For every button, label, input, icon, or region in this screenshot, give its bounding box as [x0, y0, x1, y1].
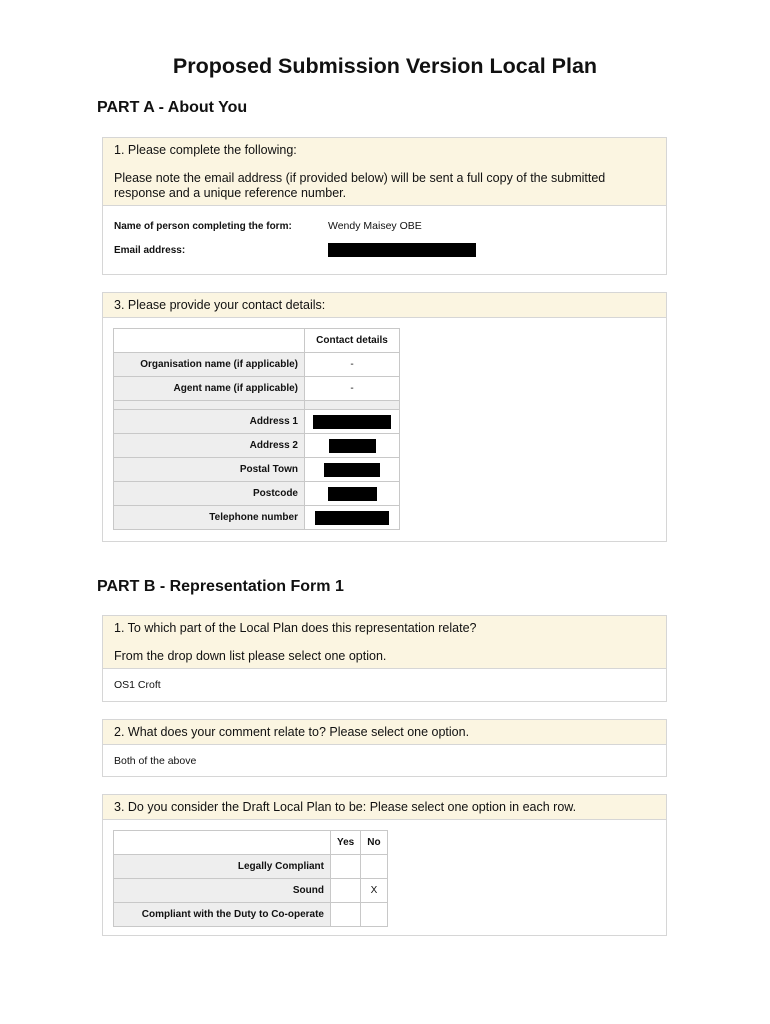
no-cell: X — [361, 879, 387, 903]
contact-details-table — [113, 328, 400, 530]
table-header-row — [114, 831, 388, 855]
email-label: Email address: — [114, 244, 186, 256]
table-row — [114, 434, 400, 458]
row-label: Legally Compliant — [114, 855, 331, 879]
part-a-question-1 — [102, 137, 667, 275]
question-text: 3. Please provide your contact details: — [114, 298, 326, 312]
table-row — [114, 410, 400, 434]
row-label: Organisation name (if applicable) — [114, 353, 305, 377]
yes-header: Yes — [331, 831, 361, 855]
table-header-row — [114, 329, 400, 353]
question-body — [103, 206, 666, 270]
row-label: Sound — [114, 879, 331, 903]
row-label: Agent name (if applicable) — [114, 377, 305, 401]
yes-cell — [331, 879, 361, 903]
table-row — [114, 458, 400, 482]
answer-value: Both of the above — [114, 755, 197, 767]
row-label: Address 1 — [114, 410, 305, 434]
table-row — [114, 482, 400, 506]
name-row — [114, 214, 655, 238]
question-note: From the drop down list please select one option. — [114, 649, 387, 663]
document-title: Proposed Submission Version Local Plan — [172, 54, 598, 78]
row-label: Postal Town — [114, 458, 305, 482]
name-label: Name of person completing the form: — [114, 220, 292, 232]
yes-cell — [331, 903, 361, 927]
question-text: 3. Do you consider the Draft Local Plan to be: Please select one option in each row. — [114, 800, 577, 814]
question-text: 1. Please complete the following: — [114, 143, 297, 157]
redacted-value — [328, 487, 377, 501]
question-header — [103, 138, 666, 206]
table-row — [114, 879, 388, 903]
part-b-question-2 — [102, 719, 667, 777]
question-header — [103, 616, 666, 669]
contact-details-header: Contact details — [305, 329, 400, 353]
no-cell — [361, 855, 387, 879]
no-header: No — [361, 831, 387, 855]
question-header — [103, 795, 666, 820]
part-a-heading: PART A - About You — [97, 99, 248, 116]
row-value: - — [305, 377, 400, 401]
redacted-value — [313, 415, 391, 429]
redacted-value — [324, 463, 380, 477]
table-row — [114, 855, 388, 879]
table-row — [114, 377, 400, 401]
table-row — [114, 353, 400, 377]
answer-value: OS1 Croft — [114, 679, 161, 691]
compliance-table — [113, 830, 388, 927]
question-header — [103, 293, 666, 318]
yes-cell — [331, 855, 361, 879]
table-row — [114, 903, 388, 927]
email-row — [114, 238, 655, 262]
no-cell — [361, 903, 387, 927]
redacted-email — [328, 243, 476, 257]
redacted-value — [329, 439, 376, 453]
part-b-heading: PART B - Representation Form 1 — [97, 578, 344, 595]
part-a-question-3 — [102, 292, 667, 542]
question-text: 1. To which part of the Local Plan does this representation relate? — [114, 621, 477, 635]
table-row — [114, 506, 400, 530]
part-b-question-1 — [102, 615, 667, 702]
question-text: 2. What does your comment relate to? Please select one option. — [114, 725, 470, 739]
row-label: Telephone number — [114, 506, 305, 530]
question-note: Please note the email address (if provided below) will be sent a full copy of the submitted response and a unique reference number. — [114, 171, 606, 200]
row-label: Address 2 — [114, 434, 305, 458]
name-value: Wendy Maisey OBE — [328, 220, 422, 232]
row-label: Postcode — [114, 482, 305, 506]
part-b-question-3 — [102, 794, 667, 936]
table-corner — [114, 329, 305, 353]
question-header — [103, 720, 666, 745]
row-value: - — [305, 353, 400, 377]
table-spacer-row — [114, 401, 400, 410]
table-corner — [114, 831, 331, 855]
redacted-value — [315, 511, 389, 525]
row-label: Compliant with the Duty to Co-operate — [114, 903, 331, 927]
